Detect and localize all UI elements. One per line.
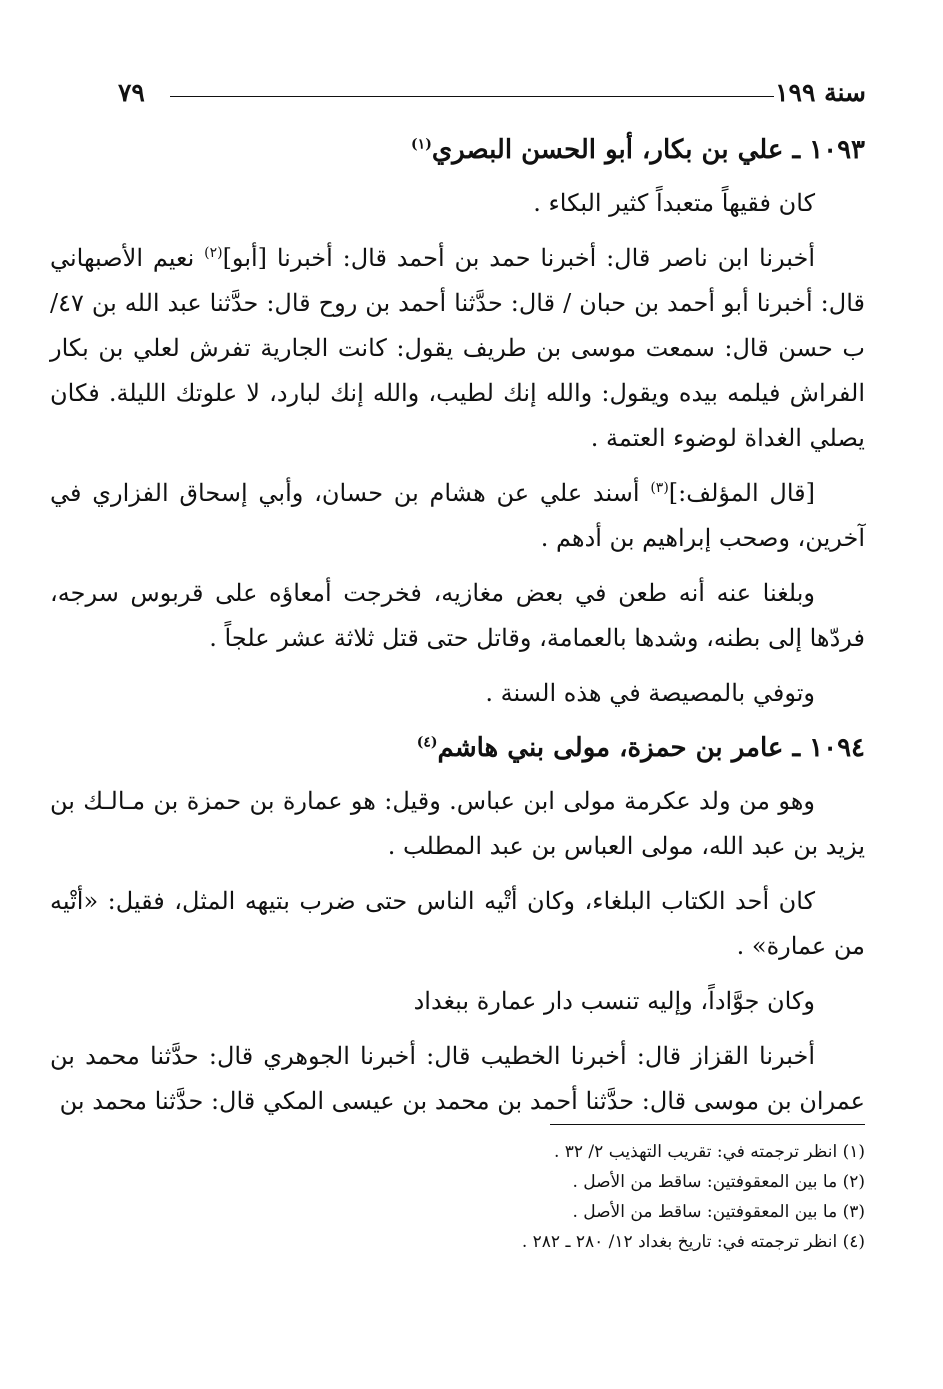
main-text <box>50 128 865 1124</box>
paragraph <box>50 471 865 561</box>
footnote-rule <box>550 1124 865 1125</box>
footnote: (٣) ما بين المعقوفتين: ساقط من الأصل . <box>572 1202 865 1222</box>
footnote-ref: (١) <box>411 136 432 153</box>
paragraph: وكان جوَّاداً، وإليه تنسب دار عمارة ببغداد <box>413 987 815 1015</box>
paragraph-text: أخبرنا ابن ناصر قال: أخبرنا حمد بن أحمد قال: أخبرنا [أبو] <box>222 244 815 272</box>
header-rule <box>170 96 774 97</box>
paragraph: وبلغنا عنه أنه طعن في بعض مغازيه، فخرجت أمعاؤه على قربوس سرجه، فردّها إلى بطنه، وشدها بالعمامة، وقاتل حتى قتل ثلاثة عشر علجاً . <box>50 579 865 652</box>
paragraph: وهو من ولد عكرمة مولى ابن عباس. وقيل: هو عمارة بن حمزة بن مـالـك بن يزيد بن عبد الله، مولى العباس بن عبد المطلب . <box>50 787 865 860</box>
entry-heading-1094 <box>50 726 865 771</box>
paragraph-text: نعيم الأصبهاني قال: أخبرنا أبو أحمد بن حبان / قال: حدَّثنا أحمد بن روح قال: حدَّثنا عبد الله بن ٤٧/ب حسن قال: سمعت موسى بن طريف يقول: كانت الجارية تفرش لعلي بن بكار الفراش فيلمه بيده ويقول: والله إنك لطيب، والله إنك لبارد، لا علوتك الليلة. فكان يصلي الغداة لوضوء العتمة . <box>50 244 865 452</box>
entry-heading-text: ١٠٩٣ ـ علي بن بكار، أبو الحسن البصري <box>431 135 865 165</box>
paragraph: كان فقيهاً متعبداً كثير البكاء . <box>533 189 815 217</box>
footnotes <box>85 1137 865 1257</box>
paragraph: أخبرنا القزاز قال: أخبرنا الخطيب قال: أخبرنا الجوهري قال: حدَّثنا محمد بن عمران بن موسى قال: حدَّثنا أحمد بن محمد بن عيسى المكي قال: حدَّثنا محمد بن <box>50 1042 865 1115</box>
paragraph-text: [قال المؤلف:] <box>668 479 815 507</box>
paragraph-text: أسند علي عن هشام بن حسان، وأبي إسحاق الفزاري في آخرين، وصحب إبراهيم بن أدهم . <box>50 479 865 552</box>
footnote-ref: (٤) <box>416 734 438 751</box>
footnote-ref: (٣) <box>650 480 669 496</box>
page-number: ٧٩ <box>118 78 145 107</box>
running-head-year: سنة ١٩٩ <box>775 78 866 107</box>
footnote: (٢) ما بين المعقوفتين: ساقط من الأصل . <box>572 1172 865 1192</box>
entry-heading-text: ١٠٩٤ ـ عامر بن حمزة، مولى بني هاشم <box>437 733 865 763</box>
footnote: (٤) انظر ترجمته في: تاريخ بغداد ١٢/ ٢٨٠ ـ ٢٨٢ . <box>521 1232 865 1252</box>
footnote-ref: (٢) <box>204 245 223 261</box>
footnote: (١) انظر ترجمته في: تقريب التهذيب ٢/ ٣٢ . <box>553 1142 865 1162</box>
page-header <box>118 78 866 112</box>
entry-heading-1093 <box>50 128 865 173</box>
paragraph: وتوفي بالمصيصة في هذه السنة . <box>485 679 815 707</box>
paragraph <box>50 236 865 461</box>
paragraph: كان أحد الكتاب البلغاء، وكان أتْيه الناس حتى ضرب بتيهه المثل، فقيل: «أتْيه من عمارة» . <box>50 887 865 960</box>
